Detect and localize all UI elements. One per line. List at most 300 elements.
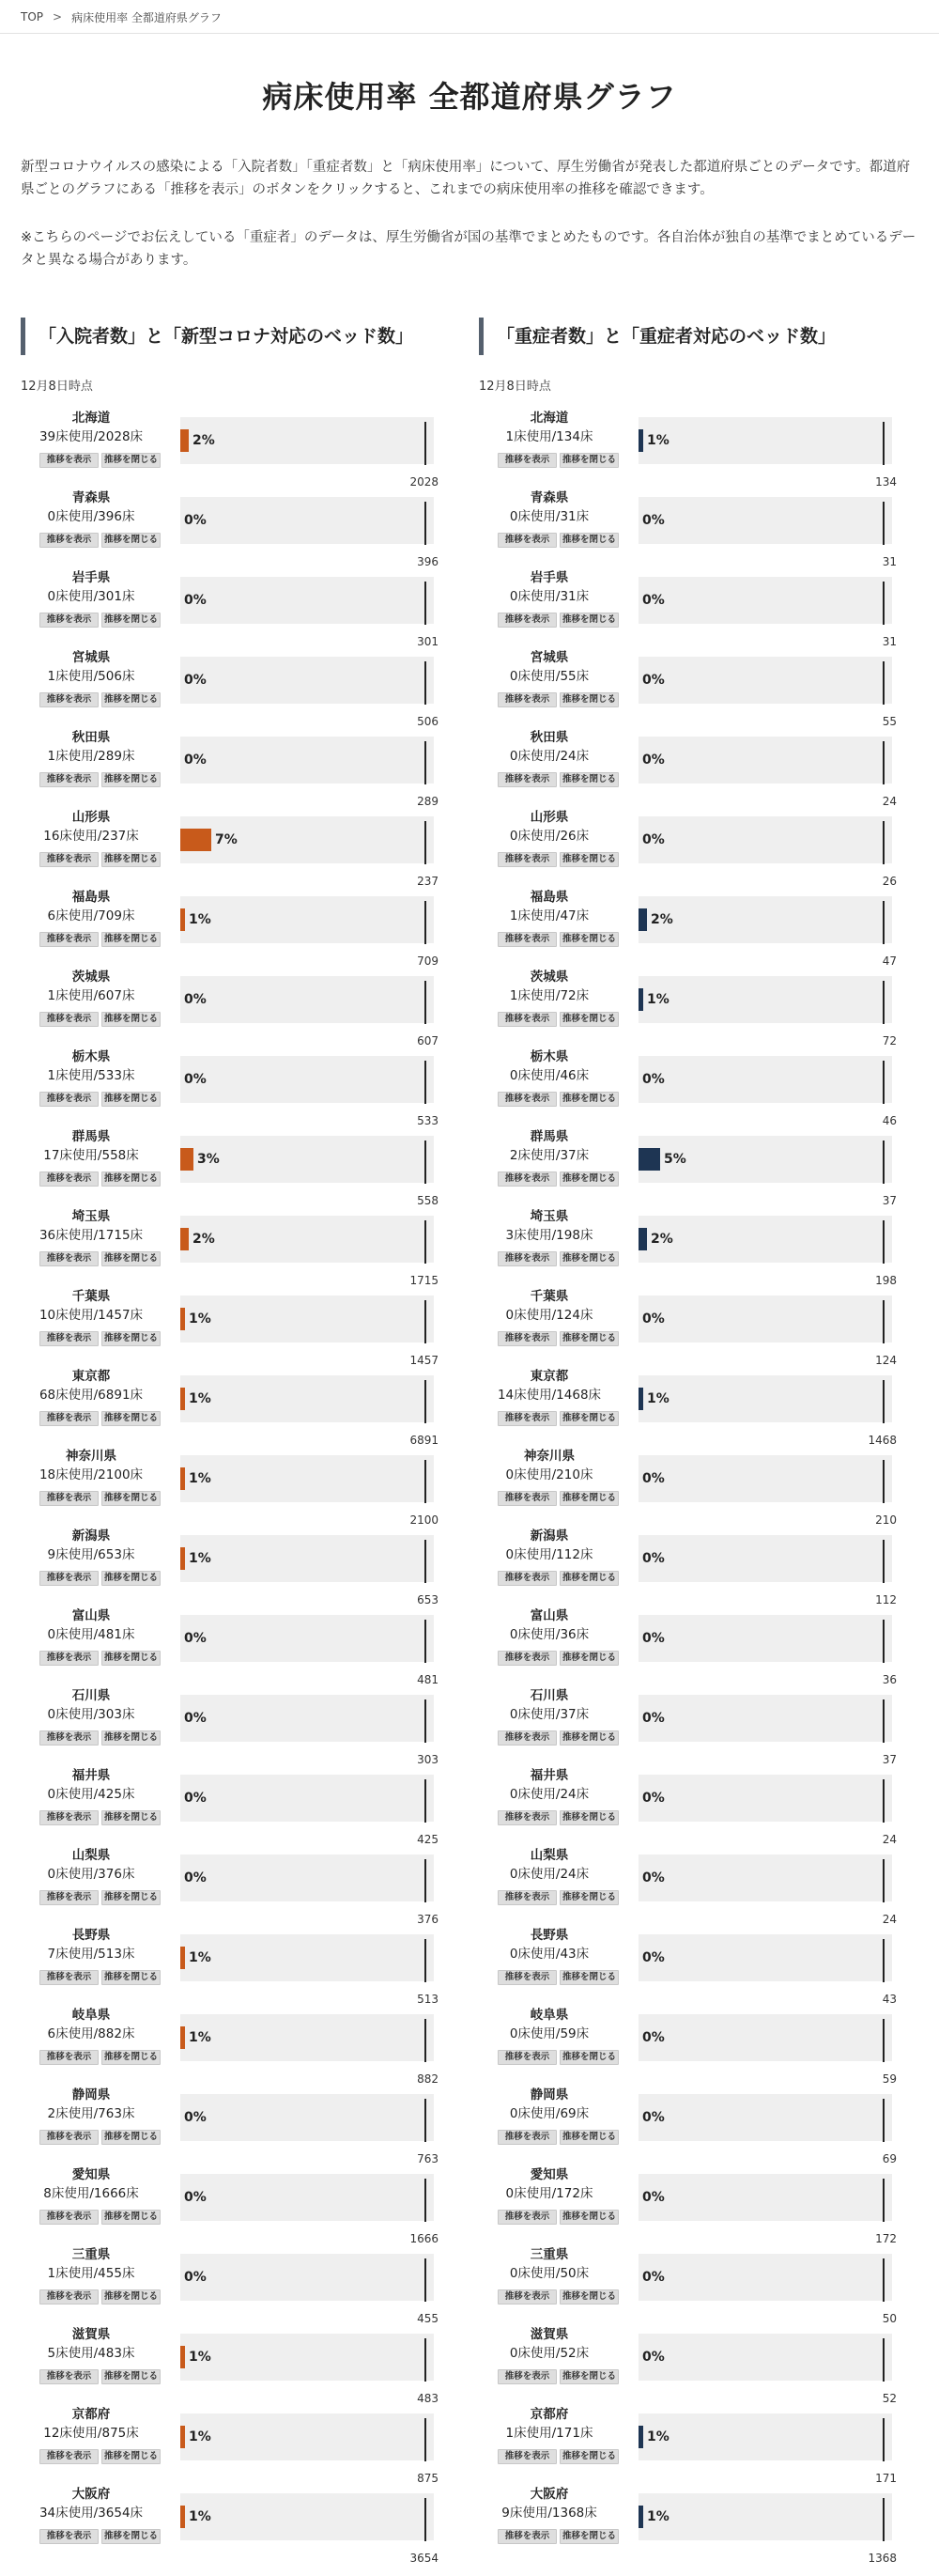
beds-used-text: 0床使用/24床 [509,749,590,764]
prefecture-row [479,1847,911,1927]
show-trend-button[interactable]: 推移を表示 [39,2529,99,2544]
usage-bar [639,908,647,931]
beds-used-text: 0床使用/210床 [505,1467,593,1482]
usage-bar-track [639,1934,897,2006]
capacity-label: 46 [882,1114,897,1127]
beds-used-text: 1床使用/72床 [509,988,590,1003]
show-trend-button[interactable]: 推移を表示 [498,1172,557,1187]
hide-trend-button[interactable]: 推移を閉じる [560,2449,619,2464]
usage-bar-track [639,1775,897,1846]
trend-buttons [39,1012,161,1027]
usage-percent-label: 7% [215,832,238,847]
hide-trend-button[interactable]: 推移を閉じる [560,613,619,628]
prefecture-name: 大阪府 [530,2487,569,2502]
beds-used-text: 2床使用/37床 [509,1148,590,1163]
usage-bar [180,908,185,931]
show-trend-button[interactable]: 推移を表示 [498,2449,557,2464]
prefecture-name: 愛知県 [530,2167,569,2182]
usage-percent-label: 1% [189,2350,211,2365]
prefecture-name: 山形県 [530,810,569,825]
prefecture-row [21,1128,453,1208]
show-trend-button[interactable]: 推移を表示 [498,453,557,468]
usage-percent-label: 1% [189,1391,211,1406]
show-trend-button[interactable]: 推移を表示 [498,1491,557,1506]
hide-trend-button[interactable]: 推移を閉じる [101,852,161,867]
show-trend-button[interactable]: 推移を表示 [39,1890,99,1905]
hide-trend-button[interactable]: 推移を閉じる [560,2130,619,2145]
prefecture-name: 北海道 [530,411,569,426]
trend-buttons [498,772,619,787]
trend-buttons [498,2130,619,2145]
show-trend-button[interactable]: 推移を表示 [39,1970,99,1985]
trend-buttons [498,1411,619,1426]
capacity-label: 1457 [409,1354,439,1367]
beds-used-text: 36床使用/1715床 [38,1228,144,1243]
hide-trend-button[interactable]: 推移を閉じる [560,1651,619,1666]
hide-trend-button[interactable]: 推移を閉じる [101,1970,161,1985]
usage-percent-label: 0% [642,1950,665,1965]
hide-trend-button[interactable]: 推移を閉じる [101,2369,161,2384]
capacity-label: 882 [417,2072,439,2086]
show-trend-button[interactable]: 推移を表示 [39,932,99,947]
hide-trend-button[interactable]: 推移を閉じる [101,1890,161,1905]
show-trend-button[interactable]: 推移を表示 [498,1571,557,1586]
hide-trend-button[interactable]: 推移を閉じる [560,2289,619,2304]
hide-trend-button[interactable]: 推移を閉じる [560,1890,619,1905]
usage-bar [180,1547,185,1570]
hide-trend-button[interactable]: 推移を閉じる [101,1411,161,1426]
capacity-line [883,1699,885,1743]
prefecture-name: 埼玉県 [71,1209,111,1224]
capacity-label: 171 [875,2472,897,2485]
prefecture-name: 山形県 [71,810,111,825]
prefecture-row [21,2486,453,2566]
prefecture-name: 滋賀県 [71,2327,111,2342]
hide-trend-button[interactable]: 推移を閉じる [560,1411,619,1426]
usage-percent-label: 1% [189,1311,211,1327]
usage-bar-track [180,1695,439,1766]
prefecture-name: 長野県 [530,1928,569,1943]
usage-bar-track [180,2334,439,2405]
chart-rows [479,410,911,2566]
show-trend-button[interactable]: 推移を表示 [39,2130,99,2145]
trend-buttons [39,1172,161,1187]
show-trend-button[interactable]: 推移を表示 [39,772,99,787]
usage-bar-track [180,577,439,648]
usage-bar-track [639,1216,897,1287]
trend-buttons [498,1730,619,1746]
beds-used-text: 34床使用/3654床 [38,2506,144,2521]
hide-trend-button[interactable]: 推移を閉じる [101,1571,161,1586]
hide-trend-button[interactable]: 推移を閉じる [101,533,161,548]
usage-bar [180,829,211,851]
capacity-line [424,661,426,705]
show-trend-button[interactable]: 推移を表示 [498,533,557,548]
beds-used-text: 14床使用/1468床 [497,1388,602,1403]
show-trend-button[interactable]: 推移を表示 [498,1651,557,1666]
usage-percent-label: 0% [642,1870,665,1885]
capacity-label: 558 [417,1194,439,1207]
capacity-label: 875 [417,2472,439,2485]
capacity-label: 1468 [868,1434,897,1447]
hide-trend-button[interactable]: 推移を閉じる [101,932,161,947]
capacity-label: 425 [417,1833,439,1846]
show-trend-button[interactable]: 推移を表示 [39,2289,99,2304]
trend-buttons [498,1012,619,1027]
beds-used-text: 3床使用/198床 [505,1228,593,1243]
capacity-line [883,1220,885,1264]
prefecture-row [21,1368,453,1448]
usage-percent-label: 0% [184,2270,207,2285]
trend-buttons [498,1172,619,1187]
show-trend-button[interactable]: 推移を表示 [498,1251,557,1266]
trend-buttons [498,2210,619,2225]
prefecture-name: 新潟県 [530,1529,569,1544]
trend-buttons [39,1331,161,1346]
prefecture-name: 富山県 [530,1608,569,1623]
capacity-line [424,2179,426,2222]
hide-trend-button[interactable]: 推移を閉じる [560,2210,619,2225]
show-trend-button[interactable]: 推移を表示 [39,1012,99,1027]
hide-trend-button[interactable]: 推移を閉じる [560,1092,619,1107]
hide-trend-button[interactable]: 推移を閉じる [101,2449,161,2464]
capacity-line [424,2019,426,2062]
capacity-line [424,2258,426,2302]
show-trend-button[interactable]: 推移を表示 [498,2210,557,2225]
prefecture-row [479,569,911,649]
show-trend-button[interactable]: 推移を表示 [39,692,99,707]
hide-trend-button[interactable]: 推移を閉じる [560,453,619,468]
hide-trend-button[interactable]: 推移を閉じる [560,1970,619,1985]
beds-used-text: 0床使用/112床 [505,1547,593,1562]
prefecture-name: 宮城県 [71,650,111,665]
capacity-label: 376 [417,1913,439,1926]
prefecture-row [479,1927,911,2007]
beds-used-text: 68床使用/6891床 [38,1388,144,1403]
trend-buttons [39,2130,161,2145]
usage-percent-label: 0% [642,1551,665,1566]
prefecture-name: 北海道 [71,411,111,426]
prefecture-row [479,2486,911,2566]
hide-trend-button[interactable]: 推移を閉じる [560,1730,619,1746]
usage-bar-track [639,2014,897,2086]
show-trend-button[interactable]: 推移を表示 [39,1331,99,1346]
hide-trend-button[interactable]: 推移を閉じる [101,1172,161,1187]
usage-bar [180,2346,185,2368]
hide-trend-button[interactable]: 推移を閉じる [560,1172,619,1187]
show-trend-button[interactable]: 推移を表示 [39,2449,99,2464]
prefecture-name: 東京都 [530,1369,569,1384]
show-trend-button[interactable]: 推移を表示 [39,1810,99,1825]
usage-percent-label: 2% [192,1232,215,1247]
hide-trend-button[interactable]: 推移を閉じる [101,2289,161,2304]
usage-bar [180,1228,189,1250]
capacity-line [883,1620,885,1663]
capacity-line [883,2179,885,2222]
prefecture-row [479,1607,911,1687]
capacity-label: 134 [875,475,897,489]
hide-trend-button[interactable]: 推移を閉じる [560,1810,619,1825]
hide-trend-button[interactable]: 推移を閉じる [101,1331,161,1346]
beds-used-text: 0床使用/69床 [509,2106,590,2121]
show-trend-button[interactable]: 推移を表示 [498,1810,557,1825]
show-trend-button[interactable]: 推移を表示 [498,1730,557,1746]
capacity-label: 124 [875,1354,897,1367]
usage-bar-track [180,2014,439,2086]
prefecture-row [479,2166,911,2246]
capacity-line [424,1380,426,1423]
hide-trend-button[interactable]: 推移を閉じる [560,2050,619,2065]
capacity-line [883,1380,885,1423]
hide-trend-button[interactable]: 推移を閉じる [101,2529,161,2544]
usage-bar-track [180,1056,439,1127]
usage-bar-track [639,2094,897,2165]
usage-bar-track [639,2174,897,2245]
show-trend-button[interactable]: 推移を表示 [498,2050,557,2065]
beds-used-text: 0床使用/37床 [509,1707,590,1722]
beds-used-text: 17床使用/558床 [43,1148,139,1163]
hide-trend-button[interactable]: 推移を閉じる [560,852,619,867]
show-trend-button[interactable]: 推移を表示 [39,1571,99,1586]
prefecture-row [21,1208,453,1288]
breadcrumb-home-link[interactable]: TOP [21,10,44,23]
show-trend-button[interactable]: 推移を表示 [39,852,99,867]
hide-trend-button[interactable]: 推移を閉じる [560,1012,619,1027]
trend-buttons [39,692,161,707]
show-trend-button[interactable]: 推移を表示 [39,1172,99,1187]
usage-percent-label: 0% [184,1870,207,1885]
usage-percent-label: 1% [647,992,670,1007]
usage-bar-track [180,2493,439,2565]
capacity-line [883,2258,885,2302]
hide-trend-button[interactable]: 推移を閉じる [560,1251,619,1266]
hide-trend-button[interactable]: 推移を閉じる [101,1012,161,1027]
capacity-line [424,981,426,1024]
trend-buttons [498,1251,619,1266]
trend-buttons [498,1651,619,1666]
hide-trend-button[interactable]: 推移を閉じる [560,1331,619,1346]
show-trend-button[interactable]: 推移を表示 [498,1970,557,1985]
trend-buttons [39,453,161,468]
prefecture-name: 群馬県 [530,1129,569,1144]
hide-trend-button[interactable]: 推移を閉じる [101,1491,161,1506]
show-trend-button[interactable]: 推移を表示 [39,1491,99,1506]
show-trend-button[interactable]: 推移を表示 [498,932,557,947]
usage-bar [639,1228,647,1250]
hide-trend-button[interactable]: 推移を閉じる [560,1491,619,1506]
usage-percent-label: 0% [184,2190,207,2205]
usage-bar [180,1388,185,1410]
prefecture-row [479,729,911,809]
usage-percent-label: 0% [184,593,207,608]
usage-percent-label: 1% [189,1950,211,1965]
beds-used-text: 1床使用/533床 [47,1068,135,1083]
hide-trend-button[interactable]: 推移を閉じる [101,1730,161,1746]
beds-used-text: 39床使用/2028床 [38,429,144,444]
trend-buttons [498,2529,619,2544]
prefecture-name: 秋田県 [530,730,569,745]
trend-buttons [498,1092,619,1107]
trend-buttons [39,1491,161,1506]
usage-bar-track [180,816,439,888]
capacity-line [424,502,426,545]
trend-buttons [39,1092,161,1107]
capacity-label: 2028 [409,475,439,489]
capacity-label: 24 [882,795,897,808]
capacity-label: 59 [882,2072,897,2086]
capacity-line [424,2418,426,2461]
usage-bar [180,429,189,452]
hide-trend-button[interactable]: 推移を閉じる [101,613,161,628]
hide-trend-button[interactable]: 推移を閉じる [101,1092,161,1107]
show-trend-button[interactable]: 推移を表示 [39,2369,99,2384]
prefecture-name: 青森県 [530,490,569,505]
capacity-label: 3654 [409,2552,439,2565]
usage-bar-track [639,1615,897,1686]
hide-trend-button[interactable]: 推移を閉じる [101,692,161,707]
prefecture-name: 栃木県 [530,1049,569,1064]
show-trend-button[interactable]: 推移を表示 [39,1651,99,1666]
beds-used-text: 0床使用/26床 [509,829,590,844]
usage-bar [180,1148,193,1171]
show-trend-button[interactable]: 推移を表示 [39,1092,99,1107]
show-trend-button[interactable]: 推移を表示 [39,613,99,628]
usage-bar [639,2506,643,2528]
hide-trend-button[interactable]: 推移を閉じる [560,772,619,787]
hide-trend-button[interactable]: 推移を閉じる [101,2130,161,2145]
hide-trend-button[interactable]: 推移を閉じる [101,1810,161,1825]
beds-used-text: 6床使用/882床 [47,2026,135,2041]
hide-trend-button[interactable]: 推移を閉じる [101,453,161,468]
show-trend-button[interactable]: 推移を表示 [39,453,99,468]
capacity-label: 396 [417,555,439,568]
show-trend-button[interactable]: 推移を表示 [498,2529,557,2544]
hide-trend-button[interactable]: 推移を閉じる [560,2529,619,2544]
capacity-line [424,1699,426,1743]
show-trend-button[interactable]: 推移を表示 [498,692,557,707]
capacity-label: 301 [417,635,439,648]
capacity-line [424,422,426,465]
usage-percent-label: 5% [664,1152,686,1167]
show-trend-button[interactable]: 推移を表示 [39,1251,99,1266]
usage-percent-label: 0% [184,1791,207,1806]
usage-bar [639,2426,643,2448]
capacity-label: 36 [882,1673,897,1686]
prefecture-name: 岐阜県 [71,2008,111,2023]
show-trend-button[interactable]: 推移を表示 [498,1890,557,1905]
show-trend-button[interactable]: 推移を表示 [39,533,99,548]
show-trend-button[interactable]: 推移を表示 [498,2130,557,2145]
prefecture-row [479,1128,911,1208]
capacity-line [424,2099,426,2142]
hide-trend-button[interactable]: 推移を閉じる [560,1571,619,1586]
usage-percent-label: 1% [647,433,670,448]
prefecture-name: 群馬県 [71,1129,111,1144]
hide-trend-button[interactable]: 推移を閉じる [560,692,619,707]
prefecture-row [21,2326,453,2406]
show-trend-button[interactable]: 推移を表示 [498,852,557,867]
trend-buttons [39,932,161,947]
capacity-line [424,1779,426,1823]
usage-bar-track [639,1535,897,1606]
show-trend-button[interactable]: 推移を表示 [39,1411,99,1426]
hide-trend-button[interactable]: 推移を閉じる [101,1651,161,1666]
usage-bar-track [639,1854,897,1926]
prefecture-row [21,1288,453,1368]
hide-trend-button[interactable]: 推移を閉じる [101,772,161,787]
capacity-line [883,422,885,465]
show-trend-button[interactable]: 推移を表示 [39,2050,99,2065]
show-trend-button[interactable]: 推移を表示 [498,772,557,787]
trend-buttons [39,1651,161,1666]
capacity-line [424,2338,426,2382]
hide-trend-button[interactable]: 推移を閉じる [560,533,619,548]
trend-buttons [39,772,161,787]
capacity-line [883,1540,885,1583]
usage-bar-track [180,1216,439,1287]
usage-bar-track [639,1375,897,1447]
capacity-label: 24 [882,1913,897,1926]
capacity-label: 607 [417,1034,439,1047]
capacity-label: 763 [417,2152,439,2165]
capacity-line [883,2019,885,2062]
show-trend-button[interactable]: 推移を表示 [498,2369,557,2384]
prefecture-row [21,1048,453,1128]
prefecture-row [21,489,453,569]
capacity-label: 198 [875,1274,897,1287]
usage-percent-label: 1% [647,2509,670,2524]
beds-used-text: 0床使用/36床 [509,1627,590,1642]
show-trend-button[interactable]: 推移を表示 [39,1730,99,1746]
prefecture-name: 富山県 [71,1608,111,1623]
show-trend-button[interactable]: 推移を表示 [498,1012,557,1027]
trend-buttons [498,613,619,628]
capacity-label: 1715 [409,1274,439,1287]
capacity-line [424,901,426,944]
capacity-label: 303 [417,1753,439,1766]
capacity-line [883,2099,885,2142]
capacity-line [883,1061,885,1104]
usage-percent-label: 1% [647,2429,670,2444]
usage-bar-track [180,2174,439,2245]
usage-bar-track [180,497,439,568]
hide-trend-button[interactable]: 推移を閉じる [560,2369,619,2384]
usage-bar-track [639,657,897,728]
capacity-line [424,1061,426,1104]
show-trend-button[interactable]: 推移を表示 [498,1092,557,1107]
show-trend-button[interactable]: 推移を表示 [498,2289,557,2304]
hide-trend-button[interactable]: 推移を閉じる [101,1251,161,1266]
trend-buttons [498,2289,619,2304]
prefecture-row [479,2326,911,2406]
show-trend-button[interactable]: 推移を表示 [498,1411,557,1426]
capacity-line [883,821,885,864]
hide-trend-button[interactable]: 推移を閉じる [560,932,619,947]
hide-trend-button[interactable]: 推移を閉じる [101,2210,161,2225]
beds-used-text: 0床使用/59床 [509,2026,590,2041]
beds-used-text: 18床使用/2100床 [38,1467,144,1482]
show-trend-button[interactable]: 推移を表示 [498,1331,557,1346]
show-trend-button[interactable]: 推移を表示 [498,613,557,628]
show-trend-button[interactable]: 推移を表示 [39,2210,99,2225]
prefecture-name: 栃木県 [71,1049,111,1064]
capacity-line [424,1939,426,1982]
usage-bar-track [639,2413,897,2485]
usage-percent-label: 0% [184,673,207,688]
hide-trend-button[interactable]: 推移を閉じる [101,2050,161,2065]
chart-date: 12月8日時点 [21,380,93,394]
capacity-line [883,1141,885,1184]
